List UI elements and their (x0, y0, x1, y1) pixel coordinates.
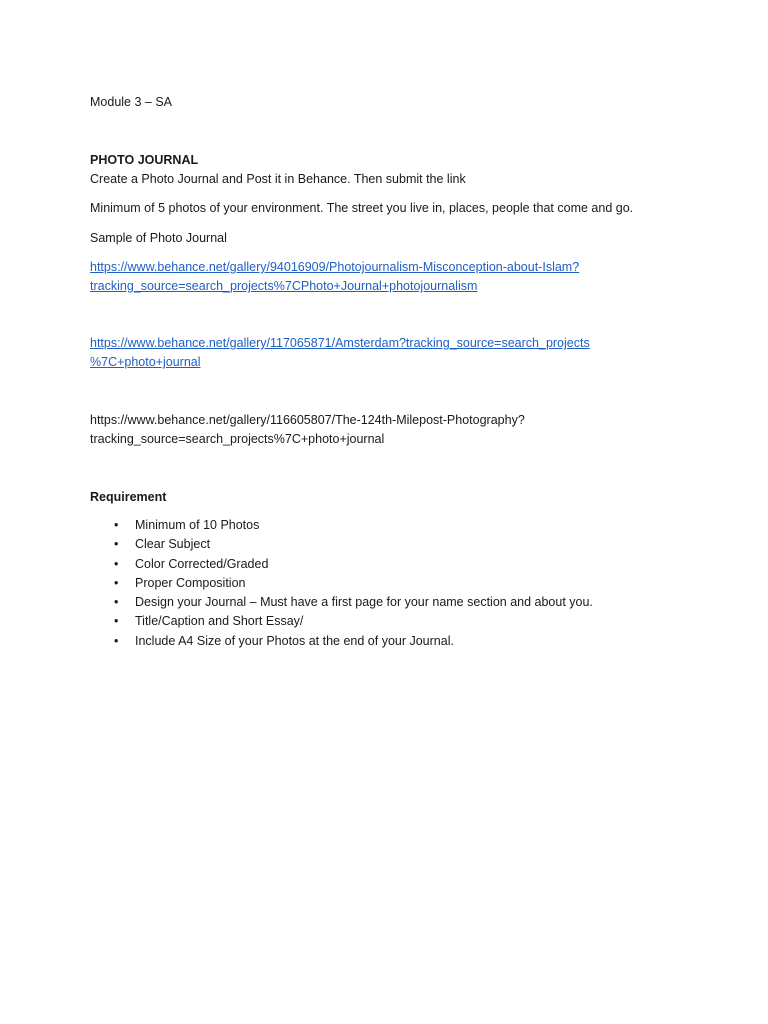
bullet-icon: • (114, 518, 119, 532)
sample-link-2-line-2[interactable]: %7C+photo+journal (90, 355, 201, 369)
section-title: PHOTO JOURNAL (90, 153, 199, 167)
sample-link-2-line-1[interactable]: https://www.behance.net/gallery/117065871/Amsterdam?tracking_source=search_projects (90, 336, 590, 350)
bullet-icon: • (114, 614, 119, 629)
sample-link-1[interactable] (90, 258, 579, 296)
requirements-list (90, 516, 593, 651)
list-item: • Color Corrected/Graded (90, 555, 593, 574)
bullet-icon: • (114, 556, 119, 571)
sample-link-3-text (90, 411, 525, 449)
list-item: • Proper Composition (90, 574, 593, 593)
list-item: • Design your Journal – Must have a first page for your name section and about you. (90, 593, 593, 612)
bullet-icon: • (114, 633, 119, 648)
sample-link-1-line-1[interactable]: https://www.behance.net/gallery/94016909/Photojournalism-Misconception-about-Islam? (90, 260, 580, 274)
requirement-heading: Requirement (90, 490, 167, 504)
list-item: • Include A4 Size of your Photos at the end of your Journal. (90, 632, 593, 651)
bullet-icon: • (114, 537, 119, 552)
bullet-icon: • (114, 575, 119, 590)
list-item: • Clear Subject (90, 535, 593, 554)
module-title: Module 3 – SA (90, 95, 172, 109)
sample-heading: Sample of Photo Journal (90, 231, 227, 245)
minimum-photos-text: Minimum of 5 photos of your environment. The street you live in, places, people that come and go. (90, 201, 634, 215)
list-item: • Minimum of 10 Photos (90, 516, 593, 535)
instruction-text: Create a Photo Journal and Post it in Behance. Then submit the link (90, 172, 466, 186)
sample-link-3-line-2: tracking_source=search_projects%7C+photo+journal (90, 432, 385, 446)
list-item: • Title/Caption and Short Essay/ (90, 612, 593, 631)
sample-link-3-line-1: https://www.behance.net/gallery/116605807/The-124th-Milepost-Photography? (90, 413, 525, 427)
sample-link-1-line-2[interactable]: tracking_source=search_projects%7CPhoto+Journal+photojournalism (90, 279, 478, 293)
sample-link-2[interactable] (90, 334, 590, 372)
bullet-icon: • (114, 595, 119, 610)
